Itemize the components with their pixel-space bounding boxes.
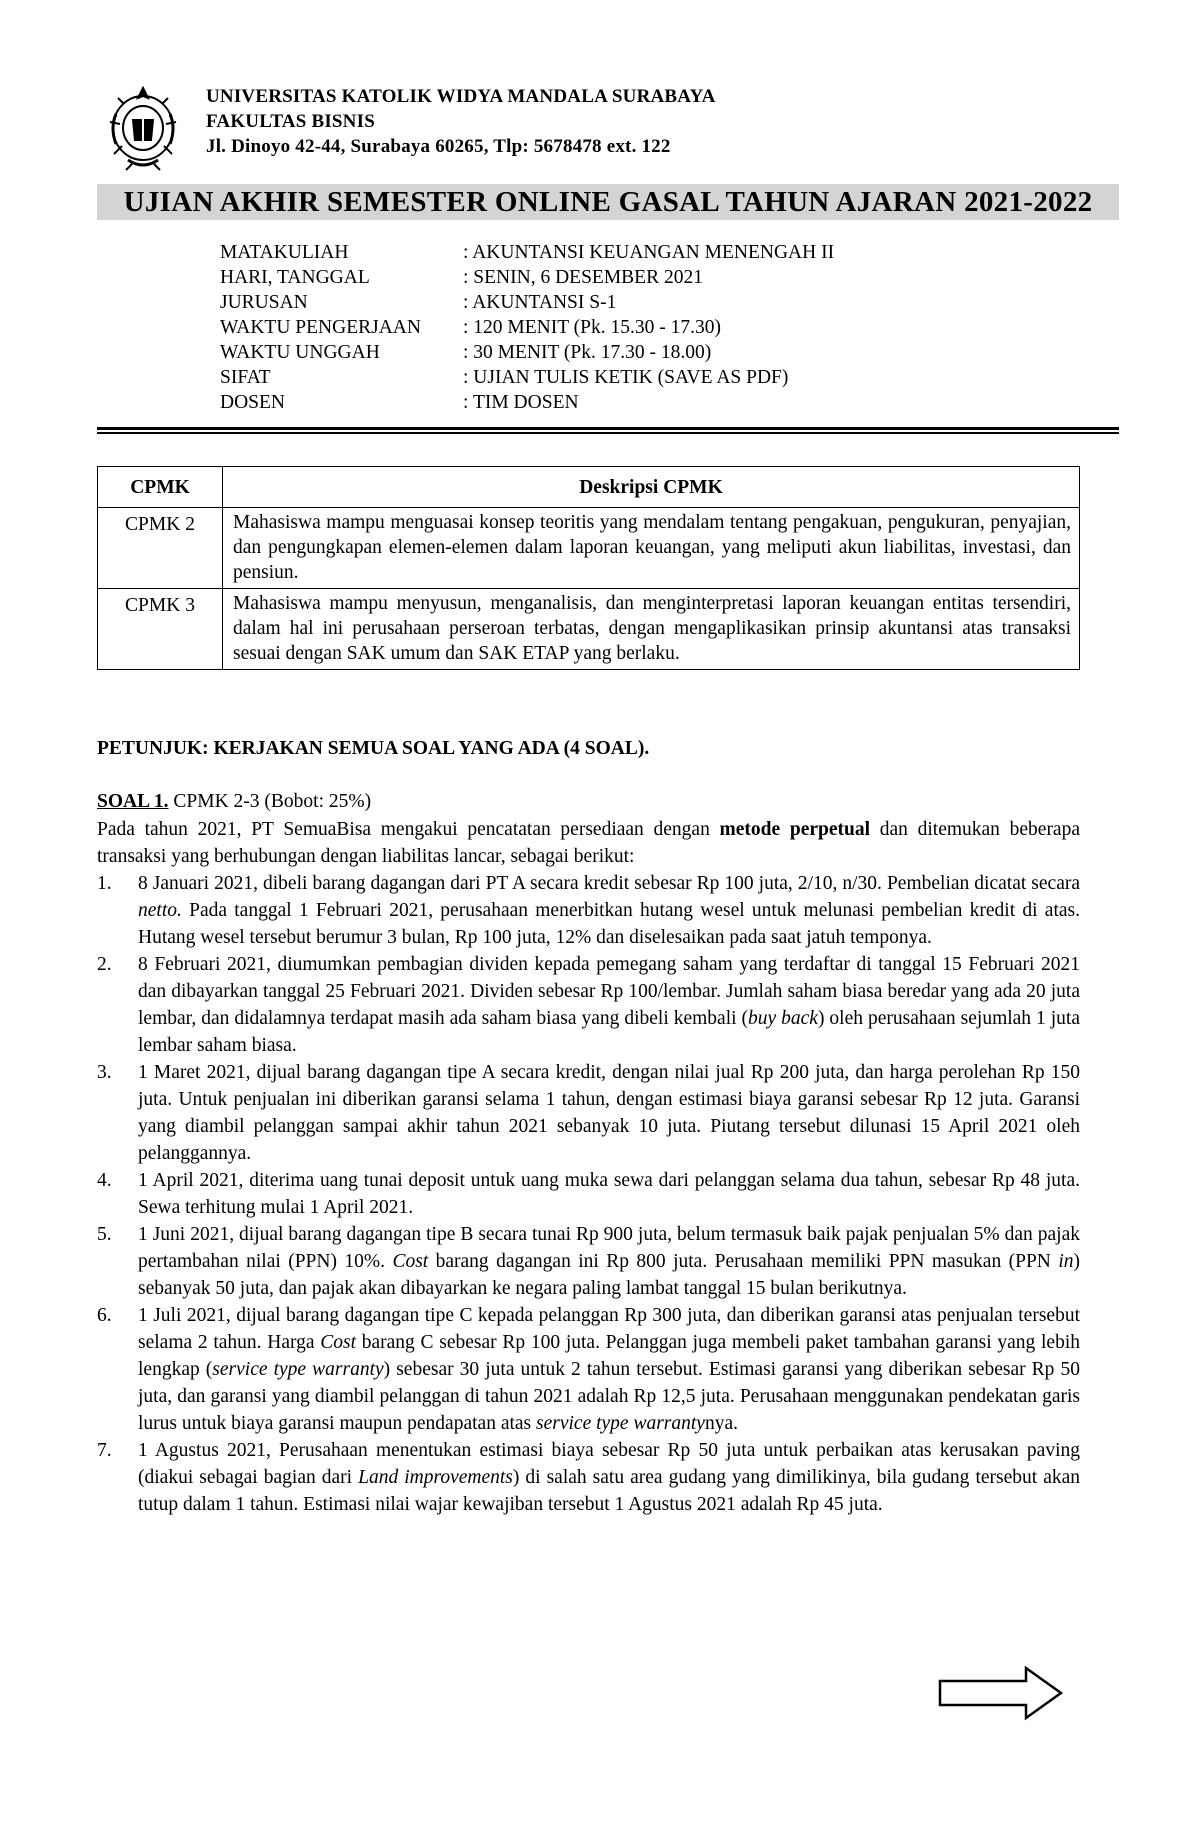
list-item: [97, 1059, 1080, 1167]
cpmk-code: CPMK 3: [98, 589, 223, 670]
info-label: HARI, TANGGAL: [220, 267, 370, 288]
info-value: : TIM DOSEN: [463, 392, 579, 413]
university-name: UNIVERSITAS KATOLIK WIDYA MANDALA SURABAYA: [206, 86, 716, 107]
list-item-number: 1.: [97, 873, 112, 894]
info-row: [220, 290, 834, 315]
column-header: CPMK: [98, 467, 223, 508]
info-value: : AKUNTANSI S-1: [463, 292, 617, 313]
list-item-text: 8 Januari 2021, dibeli barang dagangan dari PT A secara kredit sebesar Rp 100 juta, 2/10, n/30. Pembelian dicatat secara: [138, 873, 1080, 894]
list-item-text: 1 April 2021, diterima uang tunai deposit untuk uang muka sewa dari pelanggan selama dua tahun, sebesar Rp 48 juta. Sewa terhitung mulai 1 April 2021.: [138, 1170, 1080, 1218]
list-item-number: 6.: [97, 1305, 112, 1326]
cpmk-table: [97, 466, 1080, 670]
info-label: MATAKULIAH: [220, 242, 349, 263]
list-item-text: ) di salah satu area gudang yang dimilikinya, bila gudang tersebut akan tutup dalam 1 tahun. Estimasi nilai wajar kewajiban tersebut 1 Agustus 2021 adalah Rp 45 juta.: [138, 1467, 1081, 1515]
question-meta: CPMK 2-3 (Bobot: 25%): [168, 791, 372, 812]
list-item: [97, 1302, 1080, 1437]
question-intro: [97, 816, 1080, 870]
italic-term: netto.: [138, 900, 182, 921]
exam-info-block: [220, 240, 834, 415]
list-item-text: ) oleh perusahaan sejumlah 1 juta lembar saham biasa.: [138, 1008, 1081, 1056]
list-item-text: 8 Februari 2021, diumumkan pembagian dividen kepada pemegang saham yang terdaftar di tanggal 15 Februari 2021 dan dibayarkan tanggal 25 Februari 2021. Dividen sebesar Rp 100/lembar. Jumlah saham biasa beredar yang ada 20 juta lembar, dan didalamnya terdapat masih ada saham biasa yang dibeli kembali (: [138, 954, 1080, 1029]
info-value: : 30 MENIT (Pk. 17.30 - 18.00): [463, 342, 712, 363]
cpmk-code: CPMK 2: [98, 508, 223, 589]
next-page-arrow-icon: [938, 1665, 1064, 1721]
list-item: [97, 1167, 1080, 1221]
info-row: [220, 390, 834, 415]
cpmk-description: Mahasiswa mampu menguasai konsep teoritis yang mendalam tentang pengakuan, pengukuran, penyajian, dan pengungkapan elemen-elemen dalam laporan keuangan, yang meliputi akun liabilitas, investasi, dan pensiun.: [223, 508, 1080, 589]
column-header: Deskripsi CPMK: [223, 467, 1080, 508]
list-item: [97, 1437, 1080, 1518]
university-crest-icon: [106, 84, 180, 172]
info-row: [220, 340, 834, 365]
header-divider: [97, 432, 1119, 434]
info-row: [220, 365, 834, 390]
question-label: SOAL 1.: [97, 791, 169, 812]
instruction-text: PETUNJUK: KERJAKAN SEMUA SOAL YANG ADA (4 SOAL).: [97, 738, 650, 759]
italic-term: in: [1058, 1251, 1074, 1272]
list-item: [97, 1221, 1080, 1302]
list-item-number: 4.: [97, 1170, 112, 1191]
italic-term: buy back: [748, 1008, 818, 1029]
italic-term: Cost: [320, 1332, 357, 1353]
info-label: WAKTU UNGGAH: [220, 342, 380, 363]
list-item-text: 1 Maret 2021, dijual barang dagangan tipe A secara kredit, dengan nilai jual Rp 200 juta, dan harga perolehan Rp 150 juta. Untuk penjualan ini diberikan garansi selama 1 tahun, dengan estimasi biaya garansi sebesar Rp 12 juta. Garansi yang diambil pelanggan sampai akhir tahun 2021 sebanyak 10 juta. Piutang tersebut dilunasi 15 April 2021 oleh pelanggannya.: [138, 1062, 1080, 1164]
italic-term: Land improvements: [358, 1467, 513, 1488]
table-row: [98, 589, 1080, 670]
question-heading: [97, 791, 371, 813]
list-item-text: barang C sebesar Rp 100 juta. Pelanggan juga membeli paket tambahan garansi yang lebih lengkap (: [138, 1332, 1080, 1380]
italic-term: service type warranty: [212, 1359, 384, 1380]
info-value: : UJIAN TULIS KETIK (SAVE AS PDF): [463, 367, 789, 388]
list-item: [97, 951, 1080, 1059]
info-value: : 120 MENIT (Pk. 15.30 - 17.30): [463, 317, 722, 338]
info-row: [220, 240, 834, 265]
list-item-text: barang dagangan ini Rp 800 juta. Perusahaan memiliki PPN masukan (PPN: [428, 1251, 1059, 1272]
list-item-number: 2.: [97, 954, 112, 975]
info-row: [220, 315, 834, 340]
address-line: Jl. Dinoyo 42-44, Surabaya 60265, Tlp: 5678478 ext. 122: [206, 136, 671, 157]
list-item-text: ) sebesar 30 juta untuk 2 tahun tersebut. Estimasi garansi yang diberikan sebesar Rp 50 juta, dan garansi yang diambil pelanggan di tahun 2021 adalah Rp 12,5 juta. Perusahaan menggunakan pendekatan garis lurus untuk biaya garansi maupun pendapatan atas: [138, 1359, 1080, 1434]
header-divider: [97, 427, 1119, 430]
info-label: JURUSAN: [220, 292, 308, 313]
faculty-name: FAKULTAS BISNIS: [206, 111, 375, 132]
list-item-text: 1 Agustus 2021, Perusahaan menentukan estimasi biaya sebesar Rp 50 juta untuk perbaikan atas kerusakan paving (diakui sebagai bagian dari: [138, 1440, 1080, 1488]
intro-text: Pada tahun 2021, PT SemuaBisa mengakui pencatatan persediaan dengan: [97, 819, 720, 840]
institution-header: [206, 84, 716, 159]
table-header-row: [98, 467, 1080, 508]
cpmk-description: Mahasiswa mampu menyusun, menganalisis, dan menginterpretasi laporan keuangan entitas tersendiri, dalam hal ini perusahaan perseroan terbatas, dengan mengaplikasikan prinsip akuntansi atas transaksi sesuai dengan SAK umum dan SAK ETAP yang berlaku.: [223, 589, 1080, 670]
list-item-text: 1 Juni 2021, dijual barang dagangan tipe B secara tunai Rp 900 juta, belum termasuk baik pajak penjualan 5% dan pajak pertambahan nilai (PPN) 10%.: [138, 1224, 1080, 1272]
list-item-number: 3.: [97, 1062, 112, 1083]
info-label: WAKTU PENGERJAAN: [220, 317, 421, 338]
info-value: : SENIN, 6 DESEMBER 2021: [463, 267, 703, 288]
intro-text: dan ditemukan beberapa transaksi yang berhubungan dengan liabilitas lancar, sebagai berikut:: [97, 819, 1080, 867]
list-item-text: Pada tanggal 1 Februari 2021, perusahaan menerbitkan hutang wesel untuk melunasi pembelian kredit di atas. Hutang wesel tersebut berumur 3 bulan, Rp 100 juta, 12% dan diselesaikan pada saat jatuh temponya.: [138, 900, 1080, 948]
transaction-list: [97, 870, 1080, 1518]
table-row: [98, 508, 1080, 589]
exam-title-banner: [97, 184, 1119, 220]
info-label: DOSEN: [220, 392, 286, 413]
list-item-text: nya.: [704, 1413, 738, 1434]
italic-term: Cost: [392, 1251, 429, 1272]
list-item-number: 5.: [97, 1224, 112, 1245]
italic-term: service type warranty: [536, 1413, 705, 1434]
exam-title: UJIAN AKHIR SEMESTER ONLINE GASAL TAHUN AJARAN 2021-2022: [123, 186, 1093, 218]
question-body: [97, 816, 1080, 1518]
list-item-text: ) sebanyak 50 juta, dan pajak akan dibayarkan ke negara paling lambat tanggal 15 bulan berikutnya.: [138, 1251, 1080, 1299]
info-row: [220, 265, 834, 290]
intro-emphasis: metode perpetual: [719, 819, 871, 840]
info-label: SIFAT: [220, 367, 271, 388]
info-value: : AKUNTANSI KEUANGAN MENENGAH II: [463, 242, 835, 263]
list-item: [97, 870, 1080, 951]
list-item-text: 1 Juli 2021, dijual barang dagangan tipe C kepada pelanggan Rp 300 juta, dan diberikan garansi atas penjualan tersebut selama 2 tahun. Harga: [138, 1305, 1080, 1353]
list-item-number: 7.: [97, 1440, 112, 1461]
